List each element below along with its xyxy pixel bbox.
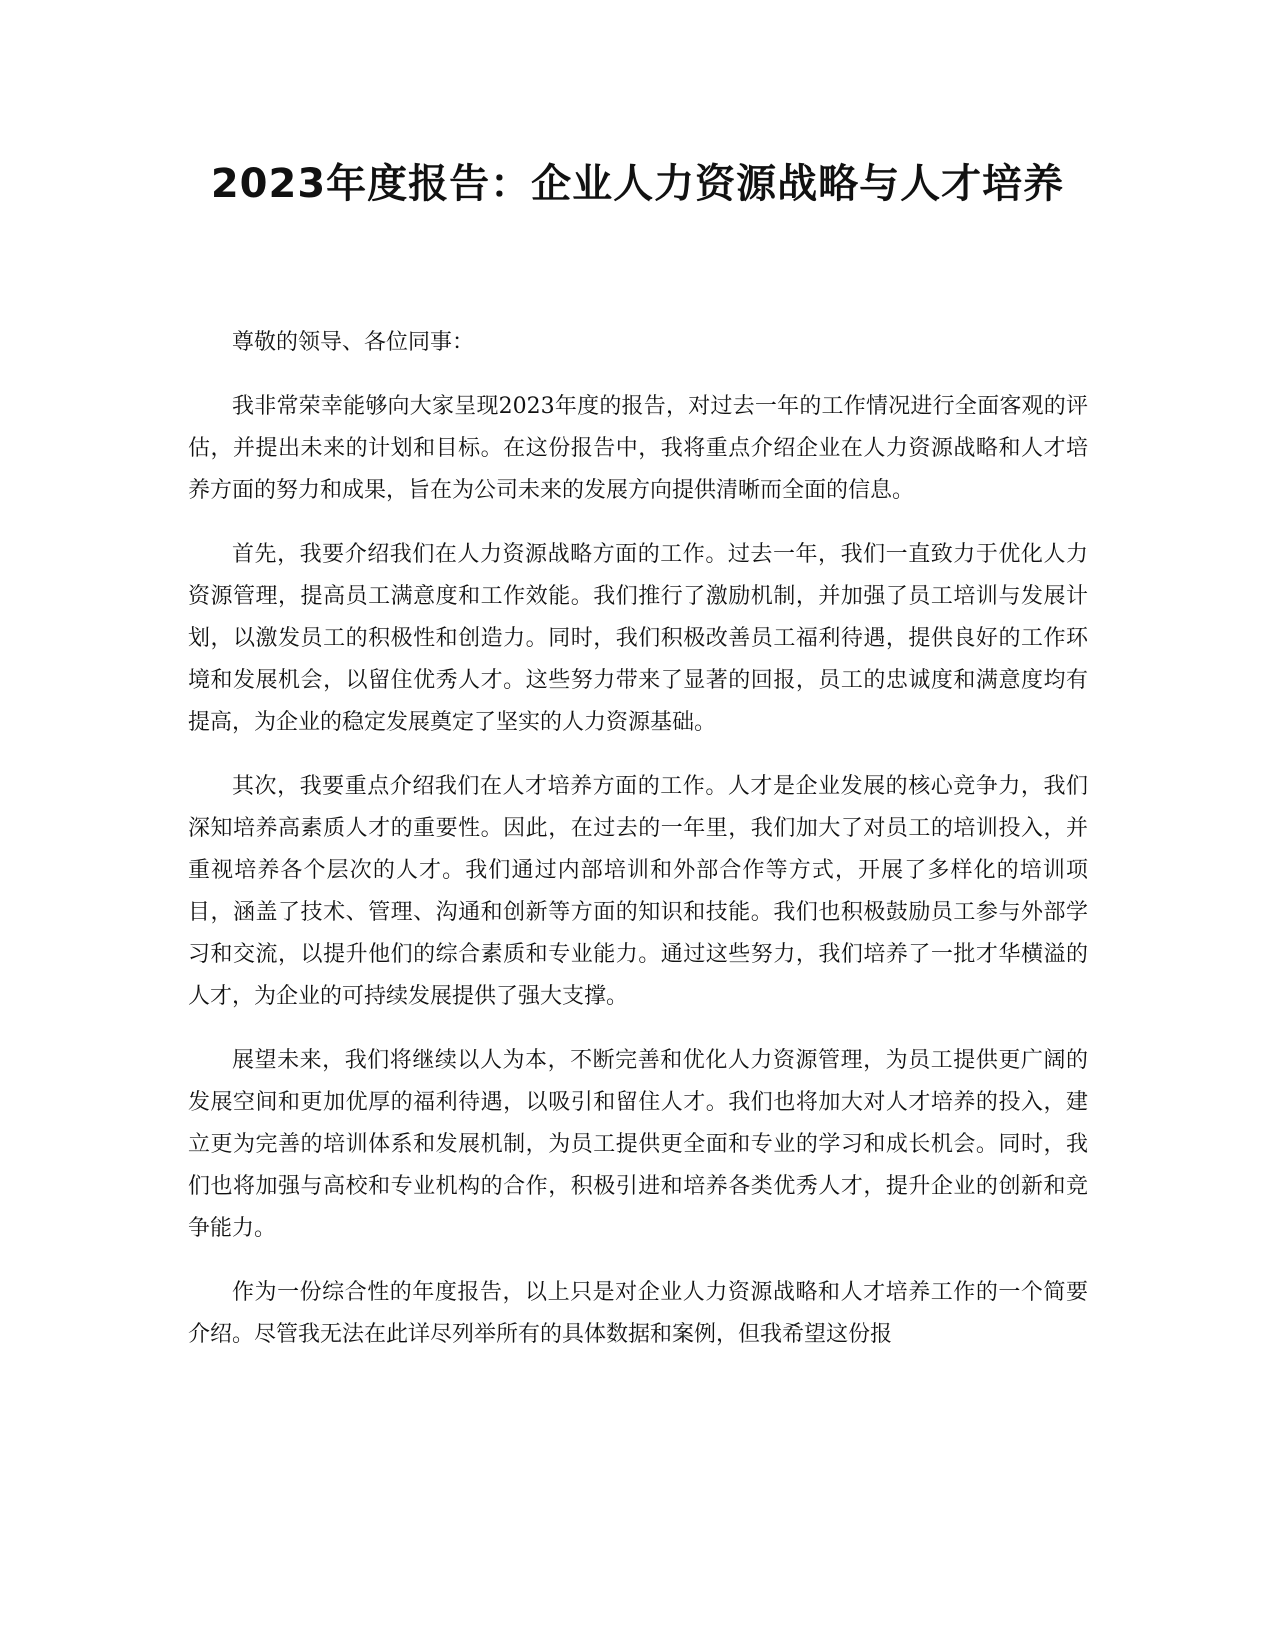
document-body [188,322,1088,1378]
salutation-paragraph: 尊敬的领导、各位同事： [232,330,475,355]
talent-development-paragraph: 其次，我要重点介绍我们在人才培养方面的工作。人才是企业发展的核心竞争力，我们深知培养高素质人才的重要性。因此，在过去的一年里，我们加大了对员工的培训投入，并重视培养各个层次的人才。我们通过内部培训和外部合作等方式，开展了多样化的培训项目，涵盖了技术、管理、沟通和创新等方面的知识和技能。我们也积极鼓励员工参与外部学习和交流，以提升他们的综合素质和专业能力。通过这些努力，我们培养了一批才华横溢的人才，为企业的可持续发展提供了强大支撑。 [188,774,1088,1009]
summary-paragraph: 作为一份综合性的年度报告，以上只是对企业人力资源战略和人才培养工作的一个简要介绍。尽管我无法在此详尽列举所有的具体数据和案例，但我希望这份报 [188,1280,1088,1347]
hr-strategy-paragraph: 首先，我要介绍我们在人力资源战略方面的工作。过去一年，我们一直致力于优化人力资源管理，提高员工满意度和工作效能。我们推行了激励机制，并加强了员工培训与发展计划，以激发员工的积极性和创造力。同时，我们积极改善员工福利待遇，提供良好的工作环境和发展机会，以留住优秀人才。这些努力带来了显著的回报，员工的忠诚度和满意度均有提高，为企业的稳定发展奠定了坚实的人力资源基础。 [188,542,1088,735]
intro-paragraph: 我非常荣幸能够向大家呈现2023年度的报告，对过去一年的工作情况进行全面客观的评估，并提出未来的计划和目标。在这份报告中，我将重点介绍企业在人力资源战略和人才培养方面的努力和成果，旨在为公司未来的发展方向提供清晰而全面的信息。 [188,394,1088,503]
document-title: 2023年度报告：企业人力资源战略与人才培养 [210,161,1065,207]
outlook-paragraph: 展望未来，我们将继续以人为本，不断完善和优化人力资源管理，为员工提供更广阔的发展空间和更加优厚的福利待遇，以吸引和留住人才。我们也将加大对人才培养的投入，建立更为完善的培训体系和发展机制，为员工提供更全面和专业的学习和成长机会。同时，我们也将加强与高校和专业机构的合作，积极引进和培养各类优秀人才，提升企业的创新和竞争能力。 [188,1048,1088,1241]
